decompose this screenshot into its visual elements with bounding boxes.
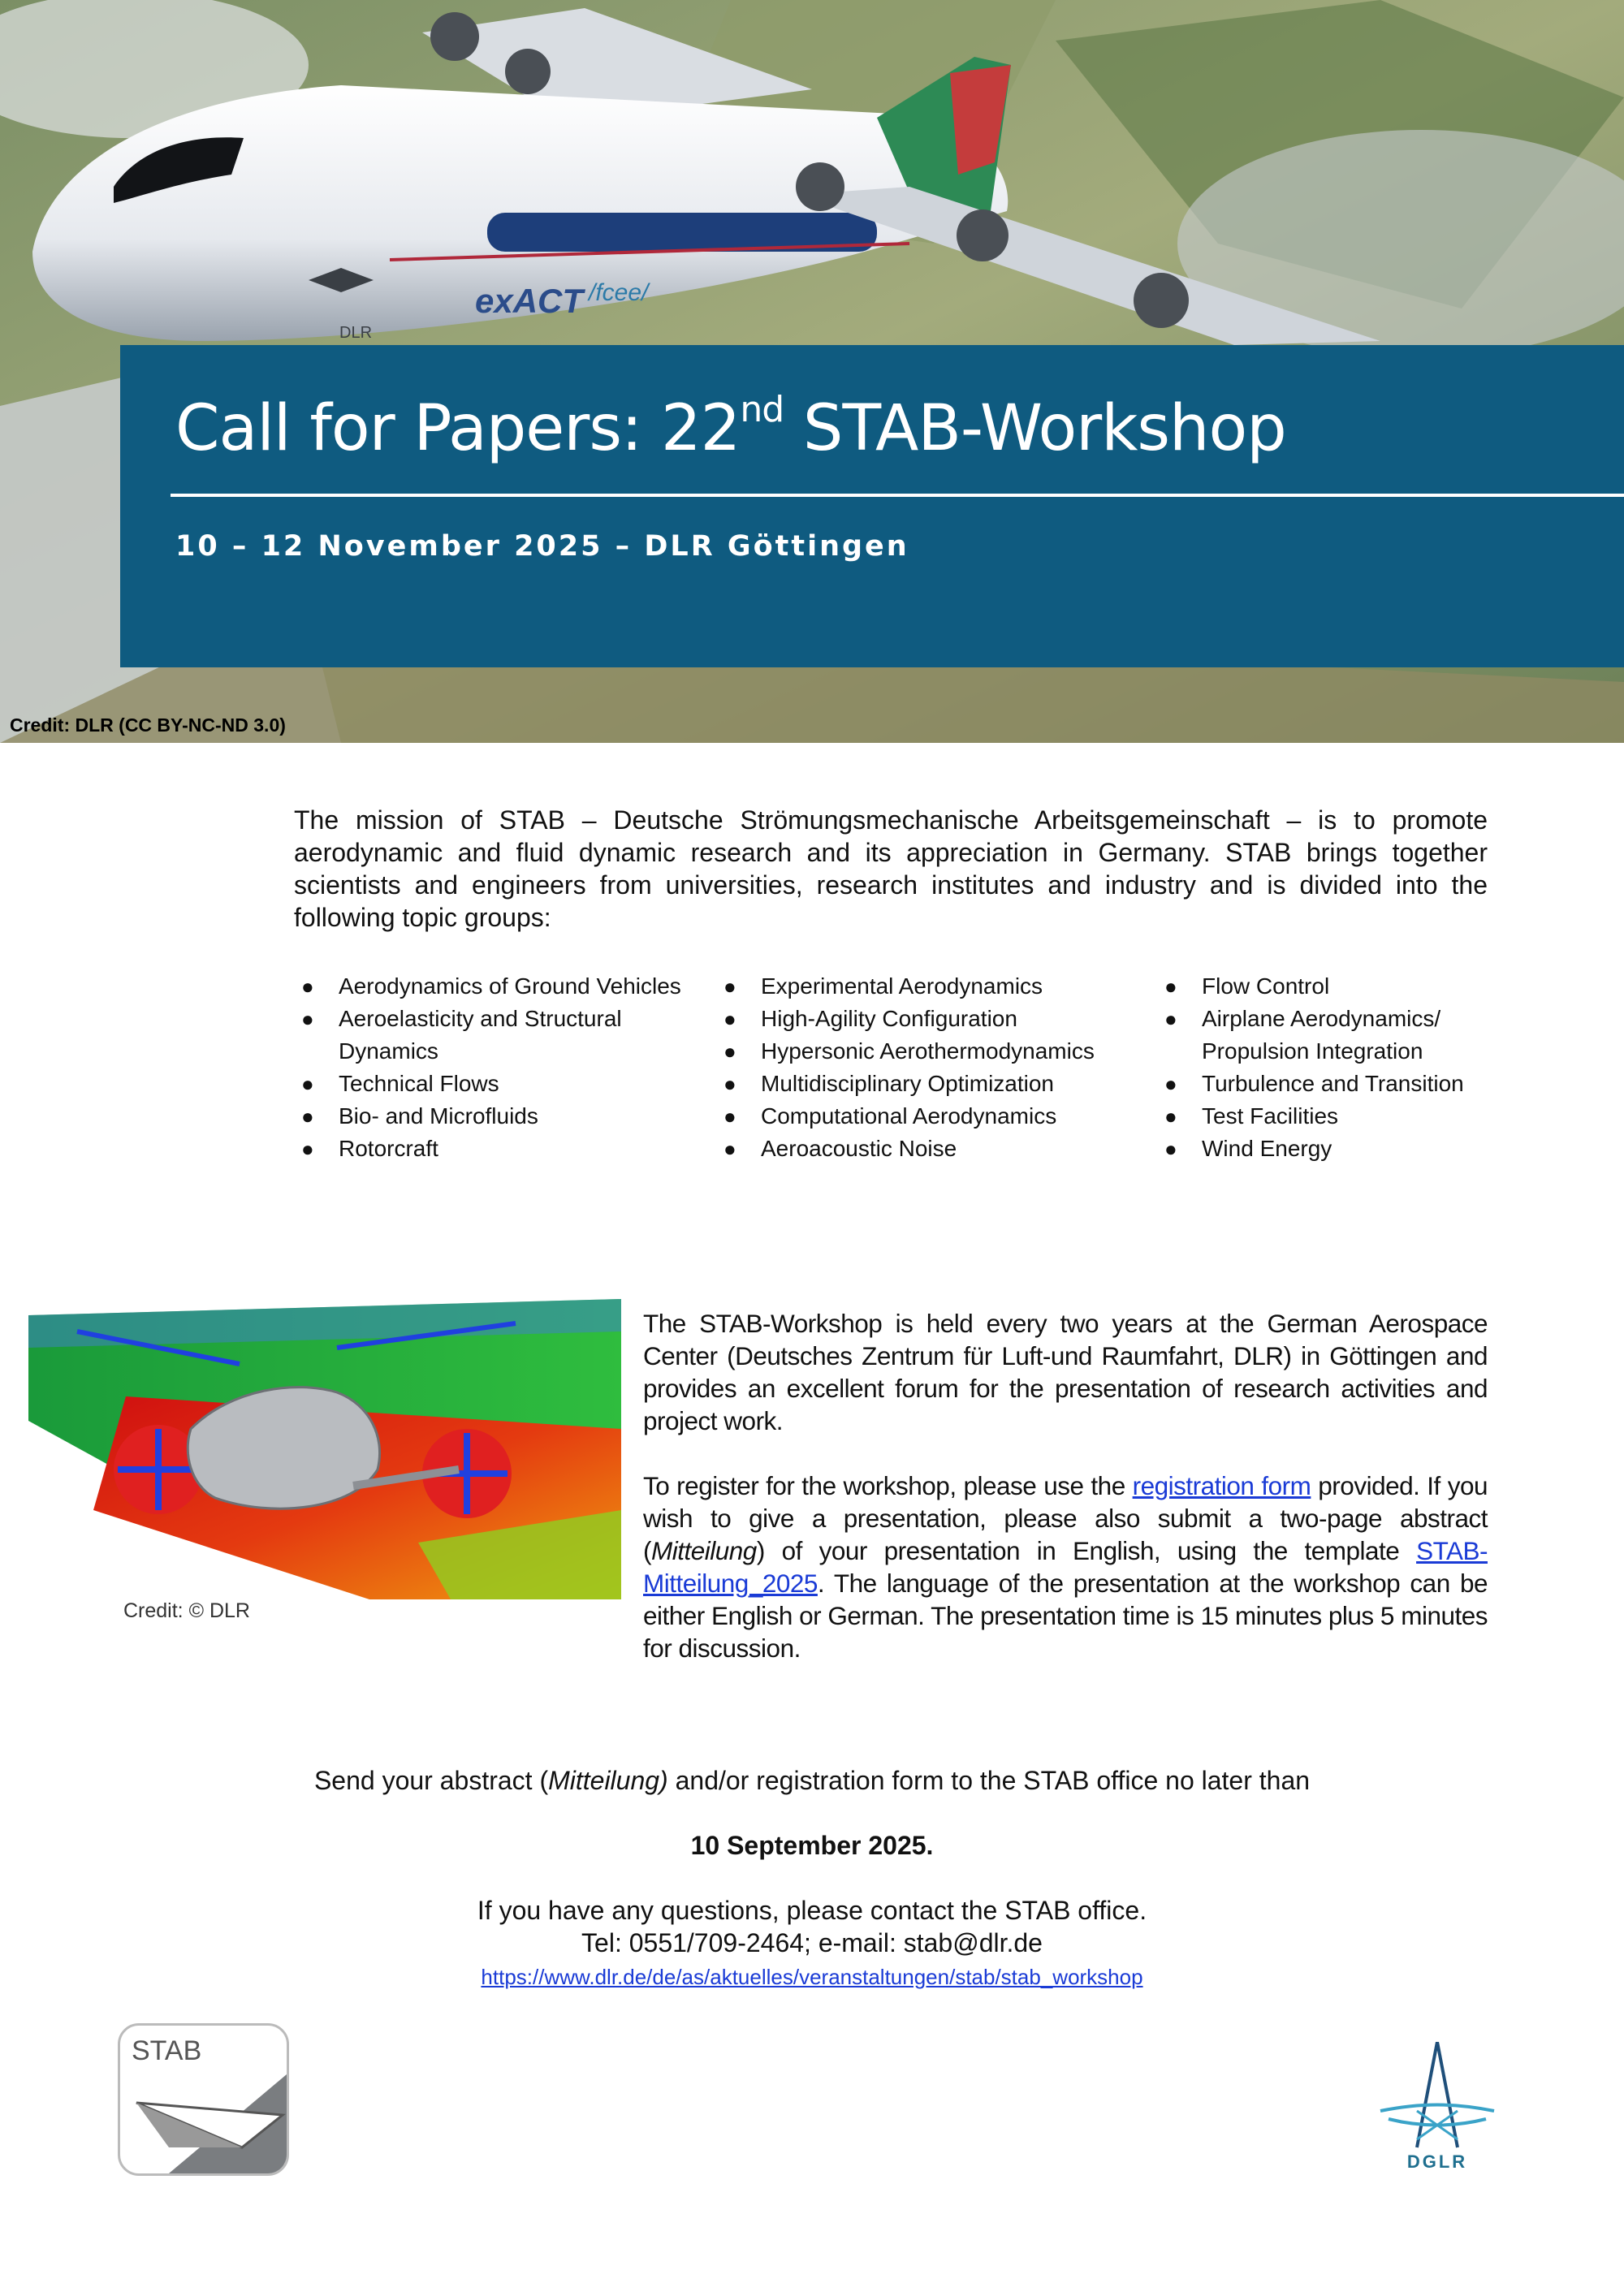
contact-details: Tel: 0551/709-2464; e-mail: stab@dlr.de [581,1928,1043,1957]
list-item: ● Flow Control [1164,973,1330,999]
mission-paragraph: The mission of STAB – Deutsche Strömungsmechanische Arbeitsgemeinschaft – is to promote aerodynamic and fluid dynamic research and its appreciation in Germany. STAB brings together scientists and engineers from universities, research institutes and industry and is divided into the following topic groups: [294,805,1488,932]
topic-list-column-2 [716,970,1138,1165]
hero-image-credit: Credit: DLR (CC BY-NC-ND 3.0) [10,714,286,736]
list-item: ● Airplane Aerodynamics/ Propulsion Integration [1164,1006,1441,1064]
topic-list-column-1 [294,970,684,1165]
list-item: ● Multidisciplinary Optimization [723,1071,1055,1096]
list-item: ● Aerodynamics of Ground Vehicles [301,973,681,999]
list-item: ● Bio- and Microfluids [301,1103,538,1129]
banner-divider [171,494,1624,497]
list-item: ● Aeroelasticity and Structural Dynamics [301,1006,622,1064]
list-item: ● Turbulence and Transition [1164,1071,1464,1096]
dglr-logo [1372,2042,1502,2172]
list-item: ● Experimental Aerodynamics [723,973,1043,999]
submission-instruction: Send your abstract (Mitteilung) and/or registration form to the STAB office no later than [313,1766,1311,1795]
list-item: ● Rotorcraft [301,1136,438,1161]
list-item: ● Hypersonic Aerothermodynamics [723,1038,1095,1064]
workshop-description: The STAB-Workshop is held every two years at the German Aerospace Center (Deutsches Zentrum für Luft-und Raumfahrt, DLR) in Göttingen and provides an excellent forum for the presentation of research activities and project work. [643,1309,1488,1435]
dglr-logo-text: DGLR [1406,2151,1468,2172]
topic-list-column-3 [1157,970,1498,1165]
dglr-rocket-icon [1372,2042,1502,2151]
contact-prompt: If you have any questions, please contact the STAB office. [477,1896,1147,1925]
stab-logo [118,2023,289,2176]
list-item: ● Wind Energy [1164,1136,1332,1161]
list-item: ● High-Agility Configuration [723,1006,1017,1031]
title-banner [120,345,1624,667]
template-link[interactable]: STAB-Mitteilung_2025 [643,1536,1488,1598]
workshop-info [643,1307,1488,1697]
aircraft-dlr-text: DLR [339,324,373,342]
list-item: ● Test Facilities [1164,1103,1339,1129]
page-title: Call for Papers: 22nd STAB-Workshop [175,389,1286,465]
list-item: ● Aeroacoustic Noise [723,1136,957,1161]
registration-paragraph: To register for the workshop, please use the registration form provided. If you wish to give a presentation, please also submit a two-page abstract (Mitteilung) of your presentation in English, using the template STAB-Mitteilung_2025. The language of the presentation at the workshop can be either English or German. The presentation time is 15 minutes plus 5 minutes for discussion. [643,1471,1488,1663]
stab-logo-text: STAB [132,2035,202,2066]
hero-image [0,0,1624,743]
workshop-url-link[interactable]: https://www.dlr.de/de/as/aktuelles/veranstaltungen/stab/stab_workshop [481,1965,1143,1989]
event-date-location: 10 – 12 November 2025 – DLR Göttingen [175,530,909,563]
registration-form-link[interactable]: registration form [1132,1471,1311,1500]
list-item: ● Technical Flows [301,1071,499,1096]
cfd-image-credit: Credit: © DLR [123,1599,250,1622]
submission-deadline: 10 September 2025. [690,1831,934,1860]
cfd-simulation-image [28,1299,621,1599]
aircraft-exact-suffix: /fcee/ [589,279,649,306]
list-item: ● Computational Aerodynamics [723,1103,1057,1129]
aircraft-exact-text: exACT [475,282,584,320]
